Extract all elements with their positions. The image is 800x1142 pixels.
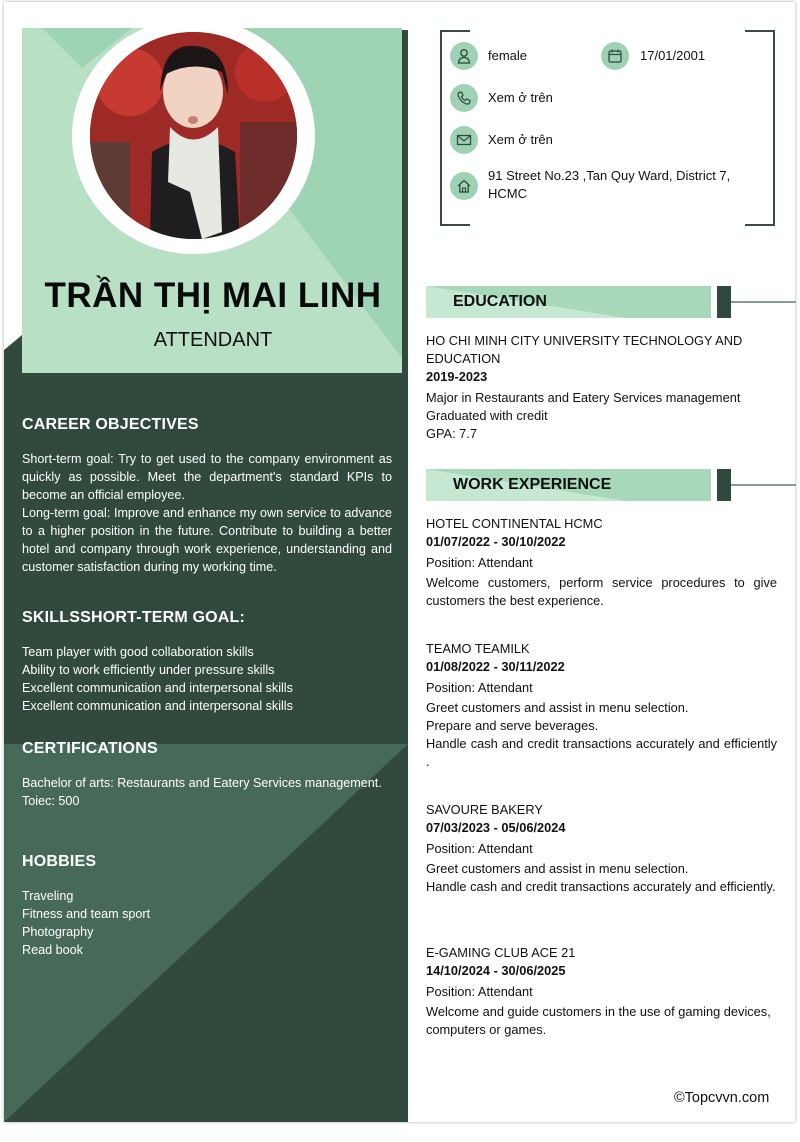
job-position: Position: Attendant [426, 680, 533, 695]
short-term-goal: Short-term goal: Try to get used to the company environment as quickly as possible. Meet the department's standard KPIs to become an official employee. [22, 452, 392, 502]
footer-credit: ©Topcvvn.com [674, 1090, 770, 1106]
job-description: Welcome customers, perform service procedures to give customers the best experience. [426, 575, 777, 608]
person-icon [450, 42, 478, 70]
education-header [426, 286, 796, 318]
education-gpa: GPA: 7.7 [426, 426, 477, 441]
email-icon [450, 126, 478, 154]
profile-photo [90, 32, 297, 239]
job-company: E-GAMING CLUB ACE 21 [426, 945, 576, 960]
hobby-item: Traveling [22, 889, 74, 903]
education-years: 2019-2023 [426, 369, 488, 384]
school-name: HO CHI MINH CITY UNIVERSITY TECHNOLOGY AND EDUCATION [426, 333, 743, 366]
contact-box [440, 30, 775, 224]
job-description: Greet customers and assist in menu selection. [426, 700, 689, 715]
job-description: Handle cash and credit transactions accurately and efficiently . [426, 736, 777, 769]
education-major: Major in Restaurants and Eatery Services management [426, 390, 741, 405]
work-experience-heading: WORK EXPERIENCE [453, 476, 612, 493]
skill-item: Team player with good collaboration skills [22, 645, 254, 659]
phone-value: Xem ở trên [488, 90, 553, 105]
job-title: ATTENDANT [153, 329, 273, 351]
job-description: Handle cash and credit transactions accurately and efficiently. [426, 879, 776, 894]
certification-item: Toiec: 500 [22, 794, 80, 808]
job-company: TEAMO TEAMILK [426, 641, 530, 656]
long-term-goal: Long-term goal: Improve and enhance my own service to advance to a higher position in the future. Contribute to building a better hotel and company through work experience, understanding and customer satisfaction during my working time. [22, 506, 392, 574]
skills-section [22, 609, 392, 715]
job-entry [426, 944, 777, 1039]
hobby-item: Photography [22, 925, 94, 939]
skills-heading: SKILLSSHORT-TERM GOAL: [22, 609, 246, 626]
job-company: SAVOURE BAKERY [426, 802, 543, 817]
gender-value: female [488, 48, 528, 63]
skill-item: Ability to work efficiently under pressure skills [22, 663, 275, 677]
job-description: Prepare and serve beverages. [426, 718, 599, 733]
job-dates: 01/07/2022 - 30/10/2022 [426, 534, 566, 549]
skill-item: Excellent communication and interpersonal skills [22, 681, 293, 695]
job-description: Greet customers and assist in menu selection. [426, 861, 689, 876]
section-rule [731, 484, 796, 486]
skill-item: Excellent communication and interpersonal skills [22, 699, 293, 713]
section-rule [731, 301, 796, 303]
job-dates: 01/08/2022 - 30/11/2022 [426, 659, 565, 674]
home-icon [450, 172, 478, 200]
certifications-heading: CERTIFICATIONS [22, 740, 158, 757]
job-dates: 14/10/2024 - 30/06/2025 [426, 963, 566, 978]
education-content [426, 332, 777, 443]
job-dates: 07/03/2023 - 05/06/2024 [426, 820, 566, 835]
address-value: 91 Street No.23 ,Tan Quy Ward, District 7, HCMC [488, 168, 731, 201]
job-entry [426, 801, 777, 896]
hobbies-heading: HOBBIES [22, 853, 97, 870]
certifications-section [22, 740, 392, 810]
birthday-value: 17/01/2001 [640, 48, 706, 63]
career-objectives-heading: CAREER OBJECTIVES [22, 416, 199, 433]
phone-icon [450, 84, 478, 112]
job-description: Welcome and guide customers in the use of gaming devices, computers or games. [426, 1004, 771, 1037]
section-marker [717, 286, 731, 318]
job-position: Position: Attendant [426, 555, 533, 570]
section-marker [717, 469, 731, 501]
job-entry [426, 515, 777, 610]
contact-bracket-right [745, 30, 775, 226]
hobby-item: Fitness and team sport [22, 907, 151, 921]
job-entry [426, 640, 777, 771]
certification-item: Bachelor of arts: Restaurants and Eatery Services management. [22, 776, 382, 790]
education-graduated: Graduated with credit [426, 408, 548, 423]
career-objectives-section [22, 416, 392, 576]
calendar-icon [601, 42, 629, 70]
work-experience-header [426, 469, 796, 501]
job-position: Position: Attendant [426, 984, 533, 999]
full-name: TRẦN THỊ MAI LINH [44, 276, 382, 315]
education-heading: EDUCATION [453, 293, 547, 310]
hobbies-section [22, 853, 392, 959]
email-value: Xem ở trên [488, 132, 553, 147]
job-position: Position: Attendant [426, 841, 533, 856]
job-company: HOTEL CONTINENTAL HCMC [426, 516, 603, 531]
hobby-item: Read book [22, 943, 83, 957]
